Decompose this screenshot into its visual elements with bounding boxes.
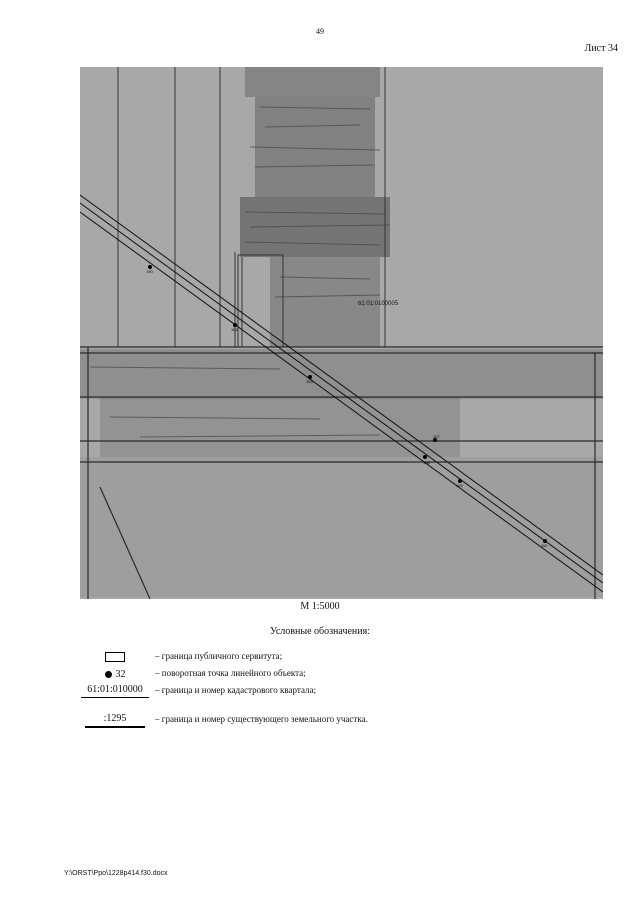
land-parcel-symbol — [60, 710, 170, 730]
legend-desc: – граница публичного сервитута; — [155, 651, 283, 661]
point-label-107: 107 — [433, 434, 440, 439]
legend-desc: – граница и номер существующего земельного участка. — [155, 714, 368, 724]
land-parcel-number: :1295 — [85, 713, 145, 728]
turning-point-number: 32 — [115, 668, 126, 680]
point-label-102: 102 — [231, 327, 238, 332]
page-number: 49 — [316, 27, 324, 36]
legend-desc: – поворотная точка линейного объекта; — [155, 668, 306, 678]
legend-item-land-parcel — [60, 710, 620, 730]
map-image — [80, 67, 603, 599]
legend-item-cadastral-quarter — [60, 681, 620, 701]
cadastral-quarter-symbol — [60, 681, 170, 701]
dot-icon — [105, 671, 112, 678]
legend-title: Условные обозначения: — [269, 626, 370, 637]
point-label-108: 108 — [423, 460, 430, 465]
point-label-109: 109 — [456, 483, 463, 488]
cadastral-quarter-number: 61:01:010000 — [81, 684, 149, 698]
point-label-103: 103 — [306, 379, 313, 384]
point-label-190: 190 — [146, 269, 153, 274]
legend-desc: – граница и номер кадастрового квартала; — [155, 685, 317, 695]
map-scale: М 1:5000 — [300, 601, 340, 612]
map-svg — [80, 67, 603, 599]
point-label-110: 110 — [541, 543, 548, 548]
point-108 — [423, 455, 427, 459]
cadastral-parcel-label: 61:01:0100005 — [358, 301, 399, 307]
file-path-footer: Y:\ORST\Ppo\1228p414.f30.docx — [64, 870, 168, 877]
servitude-rect-icon — [105, 652, 125, 662]
sheet-label: Лист 34 — [584, 43, 618, 54]
